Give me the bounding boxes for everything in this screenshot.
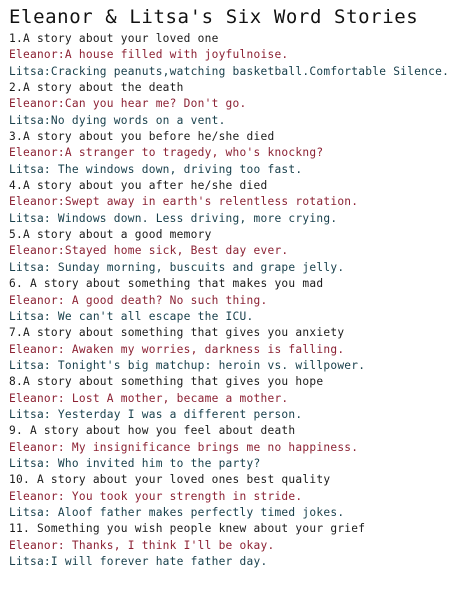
eleanor-line: Eleanor:A stranger to tragedy, who's knockng? — [9, 146, 324, 160]
litsa-line: Litsa: Windows down. Less driving, more crying. — [9, 211, 338, 225]
prompt-line: 5.A story about a good memory — [9, 228, 212, 242]
prompt-line: 8.A story about something that gives you hope — [9, 375, 324, 389]
story-list — [9, 31, 472, 570]
prompt-line: 7.A story about something that gives you anxiety — [9, 326, 345, 340]
litsa-line: Litsa: Who invited him to the party? — [9, 456, 261, 470]
eleanor-line: Eleanor: You took your strength in stride. — [9, 489, 303, 503]
prompt-line: 9. A story about how you feel about death — [9, 424, 296, 438]
litsa-line: Litsa: The windows down, driving too fast. — [9, 162, 303, 176]
litsa-line: Litsa:I will forever hate father day. — [9, 555, 268, 568]
prompt-line: 10. A story about your loved ones best quality — [9, 473, 331, 487]
eleanor-line: Eleanor:Swept away in earth's relentless rotation. — [9, 195, 359, 209]
prompt-line: 6. A story about something that makes you mad — [9, 277, 324, 291]
prompt-line: 2.A story about the death — [9, 81, 184, 95]
litsa-line: Litsa:No dying words on a vent. — [9, 113, 226, 127]
eleanor-line: Eleanor: Thanks, I think I'll be okay. — [9, 538, 275, 552]
eleanor-line: Eleanor: Awaken my worries, darkness is falling. — [9, 342, 345, 356]
prompt-line: 11. Something you wish people knew about your grief — [9, 522, 366, 536]
prompt-line: 3.A story about you before he/she died — [9, 130, 275, 144]
eleanor-line: Eleanor: My insignificance brings me no happiness. — [9, 440, 359, 454]
eleanor-line: Eleanor:A house filled with joyfulnoise. — [9, 48, 289, 62]
prompt-line: 1.A story about your loved one — [9, 32, 219, 45]
page-title: Eleanor & Litsa's Six Word Stories — [9, 6, 419, 28]
eleanor-line: Eleanor: A good death? No such thing. — [9, 293, 268, 307]
litsa-line: Litsa:Cracking peanuts,watching basketball.Comfortable Silence. — [9, 64, 450, 78]
litsa-line: Litsa: Tonight's big matchup: heroin vs. willpower. — [9, 358, 366, 372]
litsa-line: Litsa: Yesterday I was a different person. — [9, 407, 303, 421]
eleanor-line: Eleanor:Can you hear me? Don't go. — [9, 97, 247, 111]
prompt-line: 4.A story about you after he/she died — [9, 179, 268, 193]
eleanor-line: Eleanor: Lost A mother, became a mother. — [9, 391, 289, 405]
litsa-line: Litsa: Aloof father makes perfectly timed jokes. — [9, 505, 345, 519]
eleanor-line: Eleanor:Stayed home sick, Best day ever. — [9, 244, 289, 258]
litsa-line: Litsa: Sunday morning, buscuits and grape jelly. — [9, 260, 345, 274]
litsa-line: Litsa: We can't all escape the ICU. — [9, 309, 254, 323]
